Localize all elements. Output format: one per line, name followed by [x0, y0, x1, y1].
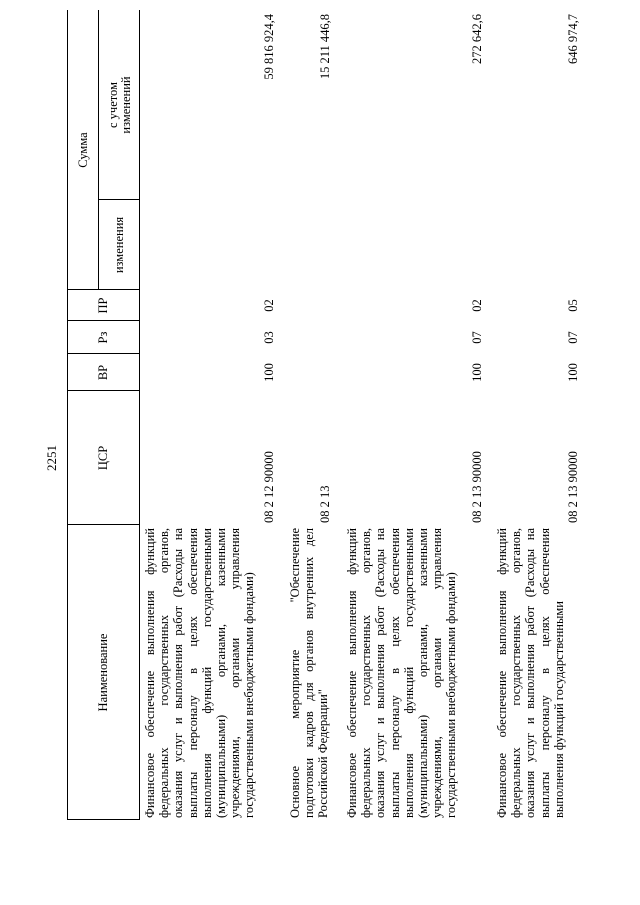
row-3-name-line: выполнения функций государственными — [401, 528, 416, 818]
header-with-changes-2: изменений — [119, 76, 133, 134]
row-4-name-line: федеральных государственных органов, — [509, 528, 524, 818]
row-2-csr: 08 2 13 — [318, 485, 332, 523]
row-2-total: 15 211 446,8 — [318, 14, 332, 80]
row-1-name-line: федеральных государственных органов, — [157, 528, 172, 818]
page-number-text: 2251 — [44, 445, 59, 471]
row-2-name-line: Российской Федерации" — [316, 689, 331, 818]
row-4-name-line: выплаты персоналу в целях обеспечения — [537, 528, 552, 818]
row-4-vr: 100 — [566, 363, 580, 382]
row-1-name-line: государственными внебюджетными фондами) — [242, 572, 257, 818]
row-4-name — [495, 528, 566, 818]
header-name: Наименование — [96, 633, 110, 712]
header-rz: Рз — [96, 331, 110, 344]
row-3-pr: 02 — [470, 299, 484, 312]
row-4-pr: 05 — [566, 299, 580, 312]
row-4-rz: 07 — [566, 331, 580, 344]
row-3-csr: 08 2 13 90000 — [470, 451, 484, 523]
row-3-rz: 07 — [470, 331, 484, 344]
row-1-pr: 02 — [262, 299, 276, 312]
row-1-name-line: выполнения функций государственными — [199, 528, 214, 818]
sum-subheader-border — [98, 10, 99, 290]
row-2-name — [288, 528, 331, 818]
row-1-name-line: учреждениями, органами управления — [228, 528, 243, 818]
row-4-name-line: Финансовое обеспечение выполнения функций — [495, 528, 509, 818]
row-1-rz: 03 — [262, 331, 276, 344]
row-3-name-line: оказания услуг и выполнения работ (Расходы на — [373, 528, 388, 818]
row-4-csr: 08 2 13 90000 — [566, 451, 580, 523]
header-bottom-border — [139, 10, 140, 820]
row-3-name-line: выплаты персоналу в целях обеспечения — [387, 528, 402, 818]
row-1-total: 59 816 924,4 — [262, 14, 276, 80]
header-vr: ВР — [96, 364, 110, 381]
row-1-name-line: оказания услуг и выполнения работ (Расходы на — [171, 528, 186, 818]
row-4-total: 646 974,7 — [566, 14, 580, 64]
row-1-name-line: выплаты персоналу в целях обеспечения — [185, 528, 200, 818]
row-2-name-line: подготовки кадров для органов внутренних дел — [302, 528, 317, 818]
row-2-name-line: Основное мероприятие "Обеспечение — [288, 528, 302, 818]
row-3-name — [345, 528, 459, 818]
table-top-border — [67, 10, 68, 820]
row-4-name-line: выполнения функций государственными — [551, 601, 566, 818]
header-pr: ПР — [96, 297, 110, 314]
row-1-csr: 08 2 12 90000 — [262, 451, 276, 523]
row-3-name-line: федеральных государственных органов, — [359, 528, 374, 818]
header-with-changes-1: с учетом — [106, 82, 120, 128]
header-changes: изменения — [112, 216, 126, 274]
row-3-name-line: (муниципальными) органами, казенными — [416, 528, 431, 818]
row-1-vr: 100 — [262, 363, 276, 382]
row-3-name-line: государственными внебюджетными фондами) — [444, 572, 459, 818]
row-3-name-line: учреждениями, органами управления — [430, 528, 445, 818]
row-1-name — [143, 528, 257, 818]
row-1-name-line: (муниципальными) органами, казенными — [214, 528, 229, 818]
header-sum: Сумма — [76, 132, 90, 168]
row-3-vr: 100 — [470, 363, 484, 382]
row-3-name-line: Финансовое обеспечение выполнения функций — [345, 528, 359, 818]
header-csr: ЦСР — [96, 445, 110, 471]
row-1-name-line: Финансовое обеспечение выполнения функций — [143, 528, 157, 818]
row-3-total: 272 642,6 — [470, 14, 484, 64]
row-4-name-line: оказания услуг и выполнения работ (Расходы на — [523, 528, 538, 818]
